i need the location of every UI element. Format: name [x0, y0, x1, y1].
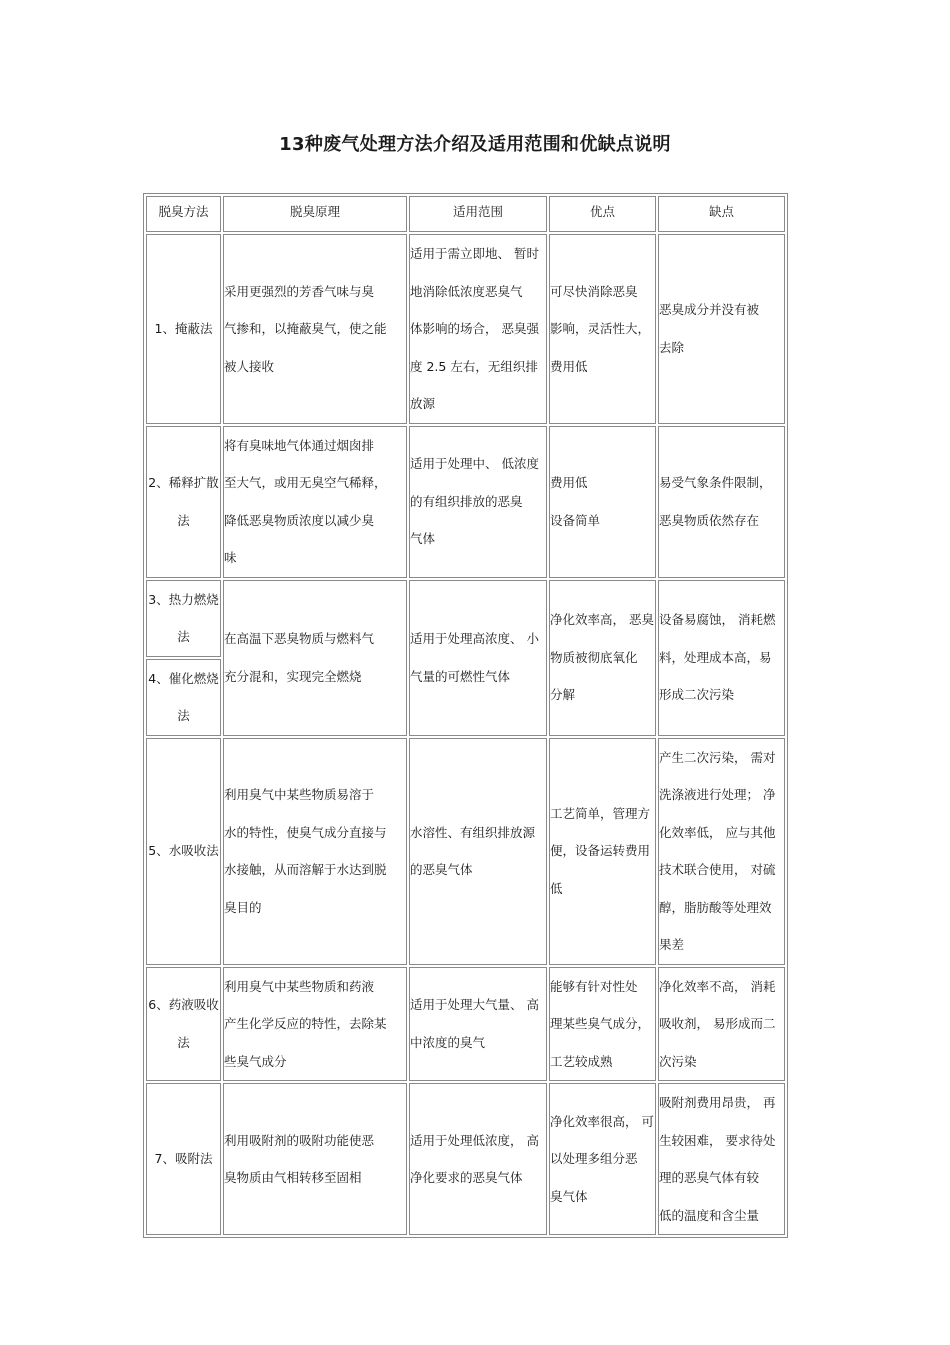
cell-pros: 费用低 设备简单	[549, 426, 656, 578]
cell-scope: 适用于处理高浓度、 小 气量的可燃性气体	[409, 580, 547, 736]
cell-cons: 吸附剂费用昂贵， 再 生较困难， 要求待处 理的恶臭气体有较 低的温度和含尘量	[658, 1083, 785, 1235]
cell-principle: 将有臭味地气体通过烟囱排 至大气，或用无臭空气稀释， 降低恶臭物质浓度以减少臭 味	[223, 426, 407, 578]
header-scope: 适用范围	[409, 196, 547, 232]
cell-principle: 采用更强烈的芳香气味与臭 气掺和，以掩蔽臭气，使之能 被人接收	[223, 234, 407, 424]
header-cons: 缺点	[658, 196, 785, 232]
header-principle: 脱臭原理	[223, 196, 407, 232]
table-row	[146, 1083, 785, 1235]
table-row	[146, 580, 785, 657]
cell-principle: 利用臭气中某些物质和药液 产生化学反应的特性，去除某 些臭气成分	[223, 967, 407, 1082]
cell-pros: 净化效率高， 恶臭 物质被彻底氧化 分解	[549, 580, 656, 736]
cell-pros: 工艺简单，管理方 便，设备运转费用 低	[549, 738, 656, 965]
cell-method: 6、药液吸收 法	[146, 967, 221, 1082]
cell-method: 5、水吸收法	[146, 738, 221, 965]
header-pros: 优点	[549, 196, 656, 232]
table-row	[146, 967, 785, 1082]
cell-cons: 设备易腐蚀， 消耗燃 料，处理成本高，易 形成二次污染	[658, 580, 785, 736]
cell-method: 7、吸附法	[146, 1083, 221, 1235]
cell-cons: 产生二次污染， 需对 洗涤液进行处理； 净 化效率低， 应与其他 技术联合使用， 对硫 醇，脂肪酸等处理效 果差	[658, 738, 785, 965]
cell-scope: 适用于处理低浓度， 高 净化要求的恶臭气体	[409, 1083, 547, 1235]
cell-method: 4、催化燃烧 法	[146, 659, 221, 736]
cell-scope: 适用于需立即地、 暂时 地消除低浓度恶臭气 体影响的场合， 恶臭强 度 2.5 左右，无组织排 放源	[409, 234, 547, 424]
table-header-row	[146, 196, 785, 232]
cell-principle: 利用吸附剂的吸附功能使恶 臭物质由气相转移至固相	[223, 1083, 407, 1235]
cell-pros: 可尽快消除恶臭 影响，灵活性大， 费用低	[549, 234, 656, 424]
cell-scope: 适用于处理大气量、 高 中浓度的臭气	[409, 967, 547, 1082]
table-row	[146, 738, 785, 965]
treatment-methods-table	[143, 193, 788, 1238]
header-method: 脱臭方法	[146, 196, 221, 232]
cell-scope: 水溶性、有组织排放源 的恶臭气体	[409, 738, 547, 965]
cell-cons: 易受气象条件限制， 恶臭物质依然存在	[658, 426, 785, 578]
cell-cons: 恶臭成分并没有被 去除	[658, 234, 785, 424]
document-title: 13种废气处理方法介绍及适用范围和优缺点说明	[279, 134, 671, 155]
cell-pros: 净化效率很高， 可 以处理多组分恶 臭气体	[549, 1083, 656, 1235]
cell-principle: 在高温下恶臭物质与燃料气 充分混和，实现完全燃烧	[223, 580, 407, 736]
cell-method: 2、稀释扩散 法	[146, 426, 221, 578]
cell-pros: 能够有针对性处 理某些臭气成分， 工艺较成熟	[549, 967, 656, 1082]
table-row	[146, 426, 785, 578]
cell-cons: 净化效率不高， 消耗 吸收剂， 易形成而二 次污染	[658, 967, 785, 1082]
table-row	[146, 234, 785, 424]
cell-principle: 利用臭气中某些物质易溶于 水的特性，使臭气成分直接与 水接触，从而溶解于水达到脱 臭目的	[223, 738, 407, 965]
cell-method: 1、掩蔽法	[146, 234, 221, 424]
cell-method: 3、热力燃烧 法	[146, 580, 221, 657]
cell-scope: 适用于处理中、 低浓度 的有组织排放的恶臭 气体	[409, 426, 547, 578]
